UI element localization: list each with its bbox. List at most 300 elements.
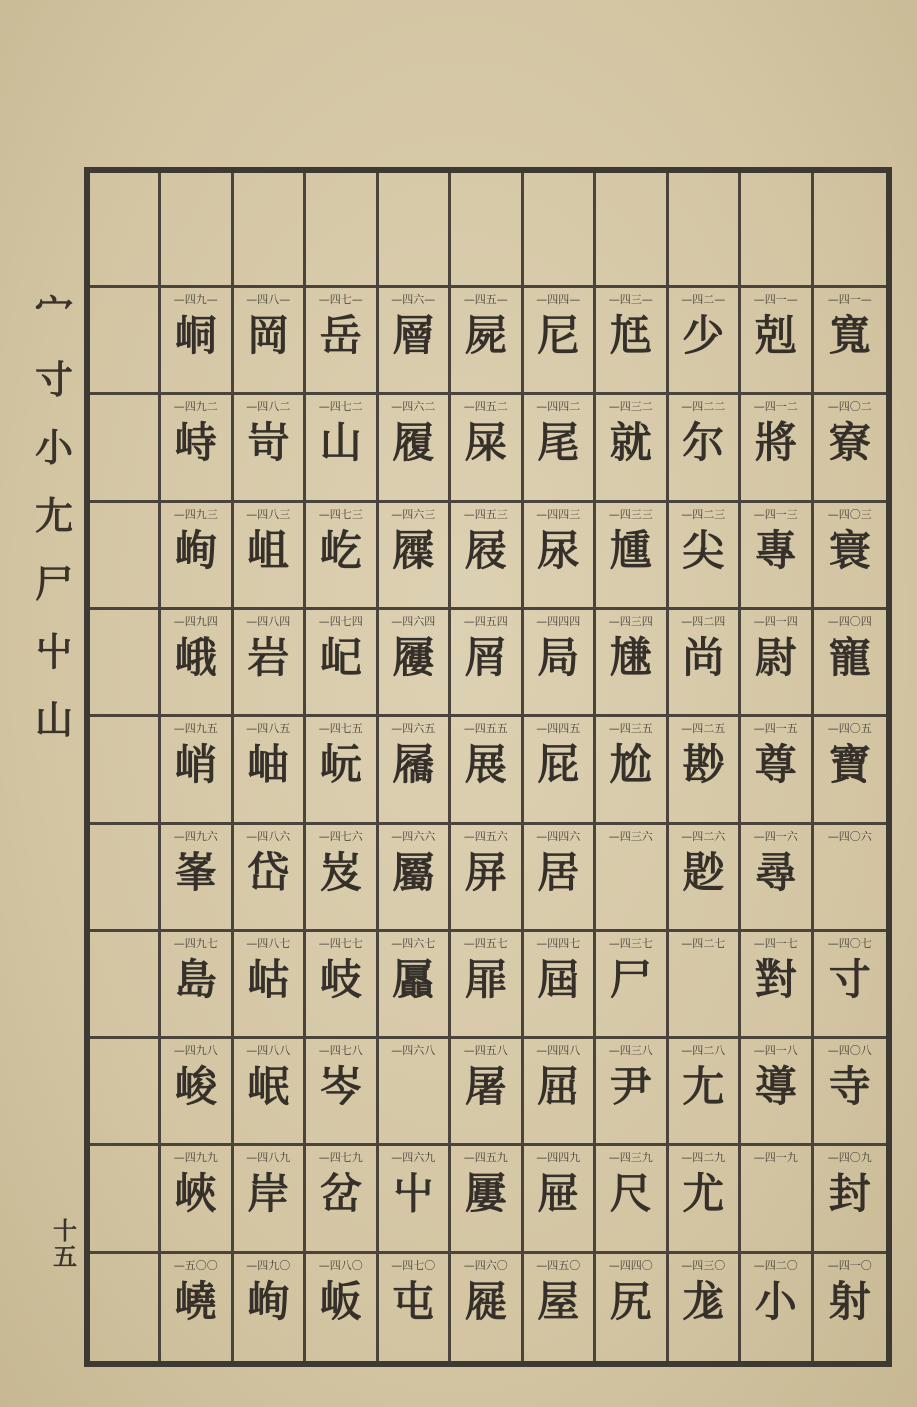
table-cell (451, 395, 524, 502)
table-cell (596, 288, 669, 395)
entry-number: —四五四 (463, 614, 508, 628)
entry-number: —四八— (246, 293, 291, 306)
table-cell (814, 288, 887, 395)
entry-number: —四七五 (318, 722, 363, 736)
table-cell (306, 1254, 379, 1361)
entry-number: —四五八 (463, 1044, 508, 1058)
entry-character: 導 (754, 1062, 797, 1112)
entry-character: 屑 (464, 632, 507, 682)
entry-number: —四五九 (463, 1151, 508, 1165)
entry-number: —四五五 (463, 722, 508, 736)
entry-character: 尬 (609, 740, 652, 790)
entry-number: —四四七 (536, 936, 581, 950)
entry-character: 尤 (682, 1169, 725, 1219)
entry-number: —四八四 (246, 614, 291, 628)
table-cell (669, 610, 742, 717)
entry-character: 嶢 (174, 1276, 217, 1326)
table-cell (379, 610, 452, 717)
table-cell (524, 825, 597, 932)
table-cell (234, 610, 307, 717)
entry-number: —四四四 (536, 614, 581, 628)
margin-empty-cell (90, 1146, 161, 1253)
table-cell (234, 288, 307, 395)
margin-title-char: 尢 (34, 493, 73, 538)
entry-number: —四一四 (753, 614, 798, 628)
entry-number: —四七二 (318, 400, 363, 414)
entry-number: —四八二 (246, 400, 291, 414)
margin-title-char: 屮 (34, 629, 73, 674)
entry-number: —四二〇 (753, 1258, 798, 1272)
entry-number: —四七四 (318, 614, 363, 628)
entry-character: 峋 (174, 525, 217, 575)
table-cell (161, 717, 234, 824)
table-cell (669, 288, 742, 395)
header-empty-cell (596, 173, 669, 288)
entry-number: —四三五 (608, 722, 653, 736)
table-cell (524, 288, 597, 395)
entry-character: 尸 (609, 954, 652, 1004)
margin-title-char: 宀 (34, 289, 73, 334)
entry-character: 履 (392, 418, 435, 468)
entry-character: 屹 (319, 525, 362, 575)
entry-number: —四八三 (246, 507, 291, 521)
entry-number: —四〇八 (827, 1044, 872, 1058)
table-cell (161, 503, 234, 610)
entry-number: —四四二 (536, 400, 581, 414)
table-cell (161, 395, 234, 502)
table-cell (234, 395, 307, 502)
entry-number: —四五六 (463, 829, 508, 843)
table-cell (234, 932, 307, 1039)
entry-number: —五〇〇 (173, 1258, 218, 1272)
entry-character: 岌 (319, 847, 362, 897)
entry-number: —四〇七 (827, 936, 872, 950)
entry-character: 岸 (247, 1169, 290, 1219)
margin-title-char: 寸 (34, 357, 73, 402)
table-cell (524, 717, 597, 824)
entry-number: —四五三 (463, 507, 508, 521)
entry-number: —四一八 (753, 1044, 798, 1058)
page-number-char: 十 (53, 1216, 77, 1245)
entry-number: —四七三 (318, 507, 363, 521)
margin-radical-title (26, 278, 82, 754)
margin-title-char: 山 (34, 697, 73, 742)
entry-number: —四四六 (536, 829, 581, 843)
entry-number: —四五— (463, 293, 508, 306)
entry-number: —四〇二 (827, 400, 872, 414)
table-cell (161, 610, 234, 717)
table-cell (741, 503, 814, 610)
table-cell (669, 1254, 742, 1361)
table-cell (379, 717, 452, 824)
entry-character: 岩 (247, 632, 290, 682)
entry-number: —四六六 (391, 829, 436, 843)
entry-character: 岏 (319, 740, 362, 790)
entry-number: —四三九 (608, 1151, 653, 1165)
entry-character: 峻 (174, 1062, 217, 1112)
entry-number: —四九— (173, 293, 218, 306)
entry-number: —四六七 (391, 936, 436, 950)
entry-character: 尨 (682, 1276, 725, 1326)
entry-character: 山 (319, 418, 362, 468)
page-number (40, 1218, 90, 1271)
entry-number: —四六二 (391, 400, 436, 414)
table-cell (669, 1146, 742, 1253)
entry-character: 屎 (464, 418, 507, 468)
table-cell (814, 825, 887, 932)
entry-character: 尼 (537, 311, 580, 360)
table-cell (306, 932, 379, 1039)
header-empty-cell (451, 173, 524, 288)
entry-character: 島 (174, 954, 217, 1004)
header-empty-cell (379, 173, 452, 288)
entry-character: 將 (754, 418, 797, 468)
table-cell (379, 395, 452, 502)
entry-character: 屮 (392, 1169, 435, 1219)
header-empty-cell (814, 173, 887, 288)
table-cell (741, 395, 814, 502)
entry-number: —四一— (827, 293, 872, 306)
table-cell (234, 1039, 307, 1146)
entry-number: —四三二 (608, 400, 653, 414)
entry-character: 尺 (609, 1169, 652, 1219)
entry-character: 尠 (682, 740, 725, 790)
table-cell (234, 1146, 307, 1253)
entry-character: 對 (754, 954, 797, 1004)
table-cell (524, 1254, 597, 1361)
entry-number: —四二— (681, 293, 726, 306)
table-cell (161, 1039, 234, 1146)
entry-number: —四二四 (681, 614, 726, 628)
entry-character: 峨 (174, 632, 217, 682)
entry-character: 屁 (537, 740, 580, 790)
entry-number: —四六〇 (463, 1258, 508, 1272)
entry-number: —四三— (608, 293, 653, 306)
table-cell (234, 717, 307, 824)
entry-number: —四八八 (246, 1044, 291, 1058)
entry-character: 屆 (537, 954, 580, 1004)
header-empty-cell (741, 173, 814, 288)
table-cell (596, 610, 669, 717)
table-cell (814, 395, 887, 502)
entry-character: 峯 (174, 847, 217, 897)
entry-number: —四三六 (608, 829, 653, 843)
table-cell (814, 1146, 887, 1253)
table-cell (451, 1039, 524, 1146)
table-cell (814, 610, 887, 717)
entry-character: 岷 (247, 1062, 290, 1112)
entry-character: 尔 (682, 418, 725, 468)
table-cell (379, 1039, 452, 1146)
entry-character: 尪 (609, 311, 652, 360)
table-cell (596, 1146, 669, 1253)
margin-empty-cell (90, 825, 161, 932)
entry-number: —四六三 (391, 507, 436, 521)
entry-number: —四九五 (173, 722, 218, 736)
table-cell (451, 825, 524, 932)
entry-character: 岐 (319, 954, 362, 1004)
entry-character: 尋 (754, 847, 797, 897)
margin-empty-cell (90, 1254, 161, 1361)
entry-character: 屩 (392, 740, 435, 790)
table-cell (596, 825, 669, 932)
table-cell (669, 717, 742, 824)
entry-character: 尖 (682, 525, 725, 575)
table-cell (379, 932, 452, 1039)
entry-character: 寬 (828, 311, 871, 360)
entry-number: —四八九 (246, 1151, 291, 1165)
entry-character: 尿 (537, 525, 580, 575)
table-cell (306, 1146, 379, 1253)
table-cell (524, 1146, 597, 1253)
entry-number: —四八六 (246, 829, 291, 843)
table-cell (596, 1254, 669, 1361)
table-cell (161, 1254, 234, 1361)
table-cell (161, 825, 234, 932)
table-cell (379, 825, 452, 932)
entry-character: 尢 (682, 1062, 725, 1112)
table-cell (669, 503, 742, 610)
table-cell (161, 1146, 234, 1253)
entry-number: —四七六 (318, 829, 363, 843)
character-table (84, 167, 892, 1367)
entry-number: —四六九 (391, 1151, 436, 1165)
entry-number: —四六四 (391, 614, 436, 628)
entry-number: —四〇三 (827, 507, 872, 521)
entry-number: —四七八 (318, 1044, 363, 1058)
entry-number: —四四九 (536, 1151, 581, 1165)
margin-empty-cell (90, 503, 161, 610)
entry-character: 屏 (464, 847, 507, 897)
entry-number: —四一二 (753, 400, 798, 414)
entry-number: —四一五 (753, 722, 798, 736)
entry-number: —四〇四 (827, 614, 872, 628)
entry-character: 岑 (319, 1062, 362, 1112)
entry-number: —四二六 (681, 829, 726, 843)
entry-number: —四七九 (318, 1151, 363, 1165)
table-cell (741, 825, 814, 932)
table-cell (524, 932, 597, 1039)
entry-character: 屍 (464, 311, 507, 360)
entry-character: 屭 (392, 954, 435, 1004)
entry-number: —四八七 (246, 936, 291, 950)
entry-character: 尚 (682, 632, 725, 682)
entry-character: 專 (754, 525, 797, 575)
table-cell (379, 1254, 452, 1361)
entry-number: —四四五 (536, 722, 581, 736)
entry-character: 屣 (464, 1276, 507, 1326)
entry-number: —四二二 (681, 400, 726, 414)
entry-character: 尰 (609, 525, 652, 575)
entry-number: —四一九 (753, 1151, 798, 1165)
entry-character: 岫 (247, 740, 290, 790)
table-cell (524, 395, 597, 502)
entry-character: 尾 (537, 418, 580, 468)
entry-character: 尉 (754, 632, 797, 682)
header-empty-cell (669, 173, 742, 288)
entry-number: —四〇五 (827, 722, 872, 736)
entry-number: —四九二 (173, 400, 218, 414)
margin-empty-cell (90, 1039, 161, 1146)
entry-character: 尊 (754, 740, 797, 790)
table-cell (306, 610, 379, 717)
entry-number: —四九四 (173, 614, 218, 628)
entry-number: —四九九 (173, 1151, 218, 1165)
table-cell (669, 932, 742, 1039)
table-cell (596, 932, 669, 1039)
entry-character: 峭 (174, 740, 217, 790)
entry-character: 射 (828, 1276, 871, 1326)
margin-empty-cell (90, 610, 161, 717)
entry-character: 屝 (464, 954, 507, 1004)
entry-character: 岳 (319, 311, 362, 360)
entry-number: —四五二 (463, 400, 508, 414)
entry-number: —四七— (318, 293, 363, 306)
margin-empty-cell (90, 717, 161, 824)
entry-number: —四九〇 (246, 1258, 291, 1272)
entry-number: —四二五 (681, 722, 726, 736)
entry-character: 屬 (392, 847, 435, 897)
entry-character: 小 (754, 1276, 797, 1326)
entry-number: —四一三 (753, 507, 798, 521)
table-cell (741, 717, 814, 824)
table-cell (524, 610, 597, 717)
header-empty-cell (234, 173, 307, 288)
entry-character: 屯 (392, 1276, 435, 1326)
entry-character: 岨 (247, 525, 290, 575)
table-cell (741, 932, 814, 1039)
header-empty-cell (306, 173, 379, 288)
entry-character: 展 (464, 740, 507, 790)
table-cell (596, 503, 669, 610)
entry-character: 屨 (392, 632, 435, 682)
table-cell (451, 1254, 524, 1361)
entry-character: 尲 (609, 632, 652, 682)
table-cell (524, 1039, 597, 1146)
entry-character: 寵 (828, 632, 871, 682)
entry-number: —四二七 (681, 936, 726, 950)
entry-number: —四一〇 (827, 1258, 872, 1272)
entry-number: —四三〇 (681, 1258, 726, 1272)
entry-number: —四〇六 (827, 829, 872, 843)
entry-character: 寺 (828, 1062, 871, 1112)
entry-number: —四六— (391, 293, 436, 306)
margin-title-char: 小 (34, 425, 73, 470)
entry-number: —四五七 (463, 936, 508, 950)
entry-character: 岡 (247, 311, 290, 360)
table-cell (524, 503, 597, 610)
entry-character: 就 (609, 418, 652, 468)
table-cell (306, 288, 379, 395)
entry-number: —四四— (536, 293, 581, 306)
entry-number: —四九七 (173, 936, 218, 950)
entry-character: 峒 (174, 311, 217, 360)
page-number-char: 五 (53, 1242, 77, 1272)
entry-character: 屈 (537, 1062, 580, 1112)
entry-number: —四二八 (681, 1044, 726, 1058)
entry-number: —四九六 (173, 829, 218, 843)
table-cell (451, 288, 524, 395)
table-cell (669, 825, 742, 932)
table-cell (306, 395, 379, 502)
entry-character: 屐 (464, 525, 507, 575)
entry-character: 局 (537, 632, 580, 682)
entry-number: —四八五 (246, 722, 291, 736)
table-cell (814, 1039, 887, 1146)
entry-number: —四九八 (173, 1044, 218, 1058)
entry-number: —四四八 (536, 1044, 581, 1058)
entry-character: 寸 (828, 954, 871, 1004)
table-cell (306, 717, 379, 824)
entry-character: 少 (682, 311, 725, 360)
header-empty-cell (161, 173, 234, 288)
table-cell (234, 825, 307, 932)
entry-character: 尻 (609, 1276, 652, 1326)
entry-character: 寶 (828, 740, 871, 790)
entry-number: —四二三 (681, 507, 726, 521)
entry-character: 剋 (754, 311, 797, 360)
entry-character: 岅 (319, 1276, 362, 1326)
table-cell (596, 395, 669, 502)
header-empty-cell (90, 173, 161, 288)
table-cell (379, 503, 452, 610)
entry-number: —四三四 (608, 614, 653, 628)
entry-character: 寰 (828, 525, 871, 575)
table-cell (741, 1146, 814, 1253)
entry-number: —四六八 (391, 1044, 436, 1058)
entry-character: 屧 (392, 525, 435, 575)
table-cell (161, 932, 234, 1039)
entry-character: 屋 (537, 1276, 580, 1326)
entry-number: —四一七 (753, 936, 798, 950)
table-cell (379, 288, 452, 395)
table-cell (451, 503, 524, 610)
entry-character: 屉 (537, 1169, 580, 1219)
margin-empty-cell (90, 932, 161, 1039)
table-cell (669, 1039, 742, 1146)
table-cell (451, 932, 524, 1039)
margin-title-char: 尸 (34, 561, 73, 606)
margin-empty-cell (90, 288, 161, 395)
table-cell (451, 1146, 524, 1253)
table-cell (814, 932, 887, 1039)
table-cell (596, 717, 669, 824)
entry-number: —四七七 (318, 936, 363, 950)
entry-number: —四三八 (608, 1044, 653, 1058)
entry-character: 尹 (609, 1062, 652, 1112)
entry-number: —四二九 (681, 1151, 726, 1165)
entry-character: 寮 (828, 418, 871, 468)
entry-number: —四九三 (173, 507, 218, 521)
table-cell (741, 1039, 814, 1146)
entry-character: 岱 (247, 847, 290, 897)
entry-character: 封 (828, 1169, 871, 1219)
table-cell (306, 825, 379, 932)
table-cell (234, 1254, 307, 1361)
table-cell (741, 1254, 814, 1361)
entry-number: —四一— (753, 293, 798, 306)
entry-number: —四七〇 (391, 1258, 436, 1272)
table-cell (306, 1039, 379, 1146)
table-cell (814, 717, 887, 824)
table-cell (451, 610, 524, 717)
header-empty-cell (524, 173, 597, 288)
entry-number: —四八〇 (318, 1258, 363, 1272)
entry-character: 層 (392, 311, 435, 360)
entry-character: 尟 (682, 847, 725, 897)
table-cell (451, 717, 524, 824)
table-cell (379, 1146, 452, 1253)
